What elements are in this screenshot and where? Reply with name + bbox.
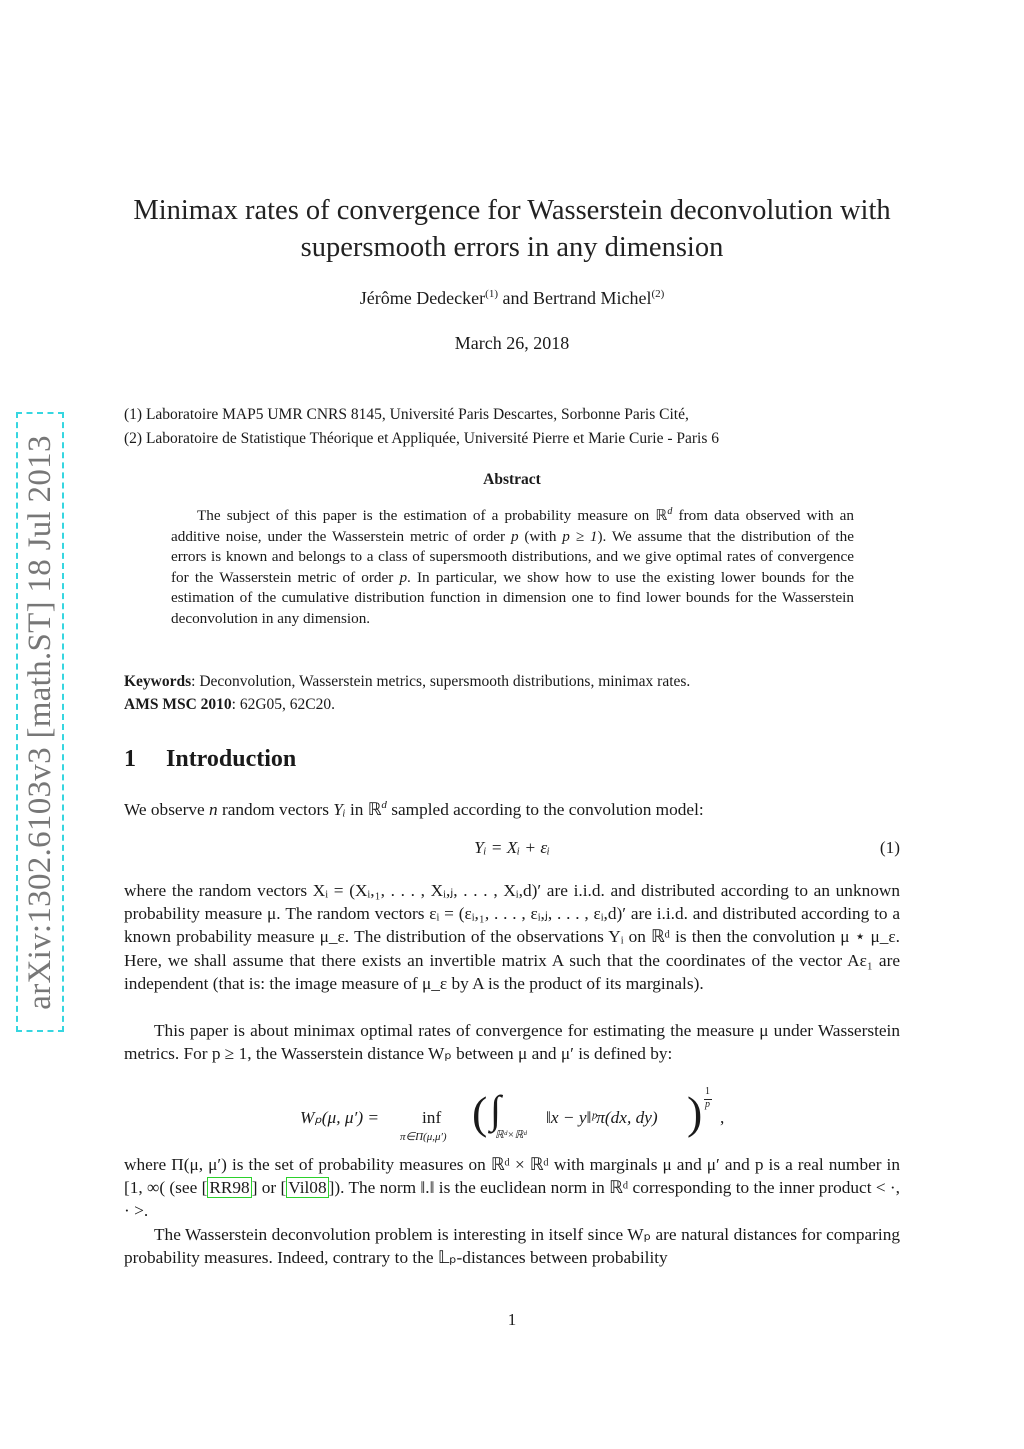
- author-2: Bertrand Michel: [532, 288, 652, 308]
- eq2-exp-den: p: [705, 1099, 710, 1110]
- author-1-affil: (1): [485, 288, 498, 300]
- keywords-line: [124, 673, 904, 691]
- abstract-dim-sup: d: [667, 506, 673, 517]
- abstract-part-b: from data observed with an additive noise, under the Wasserstein metric of order: [171, 507, 854, 545]
- author-and: and: [502, 288, 529, 308]
- eq2-right-paren: ): [687, 1087, 703, 1138]
- paragraph-4: where Π(μ, μ′) is the set of probability measures on ℝᵈ × ℝᵈ with marginals μ and μ′ and p is a real number in [1, ∞( (see [ RR98 ] or [ Vil08 ]). The norm ‖.‖ is the euclidean norm in ℝᵈ corresponding to the inner product < ·, · >.: [124, 1155, 900, 1221]
- title-line-2: supersmooth errors in any dimension: [300, 232, 724, 263]
- citation-rr98[interactable]: RR98: [209, 1178, 250, 1198]
- paragraph-2: where the random vectors Xᵢ = (Xᵢ,₁, . . . , Xᵢ,ⱼ, . . . , Xᵢ,d)′ are i.i.d. and distributed according to an unknown probability measure μ. The random vectors εᵢ = (εᵢ,₁, . . . , εᵢ,ⱼ, . . . , εᵢ,d)′ are i.i.d. and distributed according to a known probability measure μ_ε. The distribution of the observations Yᵢ on ℝᵈ is then the convolution μ ⋆ μ_ε. Here, we shall assume that there exists an invertible matrix A such that the coordinates of the vector Aε₁ are independent (that is: the image measure of μ_ε by A is the product of its marginals).: [124, 881, 900, 993]
- p1-b: random vectors: [217, 799, 334, 819]
- eq2-inf: inf: [422, 1108, 442, 1127]
- keywords-label: Keywords: [124, 673, 192, 690]
- p4-c: ). The norm ‖.‖ is the euclidean norm in ℝᵈ corresponding to the inner product < ·, · >.: [124, 1178, 900, 1221]
- equation-1-body: Yᵢ = Xᵢ + εᵢ: [474, 838, 550, 857]
- abstract-part-d: ). We assume that the distribution of the errors is known and belongs to a class of supersmooth distributions, and we give optimal rates of convergence for the Wasserstein metric of order: [171, 527, 854, 586]
- citation-vil08[interactable]: Vil08: [288, 1178, 327, 1198]
- section-heading: [124, 746, 296, 773]
- paper-title: [100, 192, 924, 266]
- paragraph-3: This paper is about minimax optimal rates of convergence for estimating the measure μ under Wasserstein metrics. For p ≥ 1, the Wasserstein distance Wₚ between μ and μ′ is defined by:: [124, 1021, 900, 1064]
- arxiv-sidebar-stamp: [16, 412, 64, 1032]
- eq2-exp-num: 1: [705, 1086, 710, 1097]
- affiliation-2: (2) Laboratoire de Statistique Théorique et Appliquée, Université Pierre et Marie Curie - Paris 6: [124, 430, 719, 447]
- p4-a: where Π(μ, μ′) is the set of probability measures on ℝᵈ × ℝᵈ with marginals μ and μ′ and p is a real number in [1, ∞( (see: [124, 1155, 900, 1198]
- ams-text: : 62G05, 62C20.: [231, 696, 335, 713]
- abstract-p1: p: [510, 527, 519, 545]
- abstract-heading: Abstract: [483, 471, 541, 488]
- paragraph-1: [124, 794, 900, 821]
- equation-2: [300, 1086, 760, 1150]
- eq2-int-sub: ℝᵈ×ℝᵈ: [495, 1129, 527, 1141]
- section-number: 1: [124, 746, 136, 772]
- p1-n: n: [208, 799, 218, 819]
- title-line-1: Minimax rates of convergence for Wasserstein deconvolution with: [133, 195, 891, 226]
- eq2-integrand: ‖x − y‖ᵖπ(dx, dy): [546, 1108, 658, 1127]
- authors: [100, 288, 924, 309]
- p1-d: sampled according to the convolution model:: [386, 799, 704, 819]
- equation-1-label: (1): [879, 838, 900, 857]
- p1-yi: Yᵢ: [333, 799, 346, 819]
- p4-b: or: [257, 1178, 281, 1198]
- p1-a: We observe: [124, 799, 209, 819]
- keywords-text: : Deconvolution, Wasserstein metrics, supersmooth distributions, minimax rates.: [191, 673, 691, 690]
- eq2-comma: ,: [720, 1108, 725, 1127]
- abstract-part-c: (with: [518, 527, 563, 545]
- paragraph-5: The Wasserstein deconvolution problem is interesting in itself since Wₚ are natural distances for comparing probability measures. Indeed, contrary to the 𝕃ₚ-distances between probability: [124, 1225, 900, 1268]
- paper-date: March 26, 2018: [454, 333, 570, 353]
- arxiv-id: arXiv:1302.6103v3 [math.ST] 18 Jul 2013: [21, 434, 58, 1010]
- p1-dim-sup: d: [381, 799, 387, 811]
- ams-label: AMS MSC 2010: [124, 696, 232, 713]
- eq2-lhs: Wₚ(μ, μ′) =: [300, 1108, 380, 1127]
- p1-c: in ℝ: [345, 799, 382, 819]
- abstract-p-cond: p ≥ 1: [562, 527, 598, 545]
- ams-line: [124, 696, 904, 714]
- author-1: Jérôme Dedecker: [359, 288, 486, 308]
- author-2-affil: (2): [651, 288, 665, 300]
- abstract-part-e: . In particular, we show how to use the existing lower bounds for the estimation of the cumulative distribution function in dimension one to find lower bounds for the Wasserstein deconvolution in any dimension.: [171, 568, 854, 628]
- affiliation-1: (1) Laboratoire MAP5 UMR CNRS 8145, Université Paris Descartes, Sorbonne Paris Cité,: [124, 406, 689, 423]
- eq2-left-paren: (: [472, 1087, 488, 1138]
- section-title: Introduction: [166, 746, 297, 772]
- abstract-part-a: The subject of this paper is the estimation of a probability measure on ℝ: [197, 507, 668, 525]
- abstract-text: [171, 502, 854, 630]
- eq2-inf-sub: π∈Π(μ,μ′): [400, 1131, 447, 1143]
- page-number: 1: [507, 1310, 517, 1329]
- integral-symbol: ∫: [490, 1087, 501, 1132]
- abstract-p2: p: [399, 568, 408, 586]
